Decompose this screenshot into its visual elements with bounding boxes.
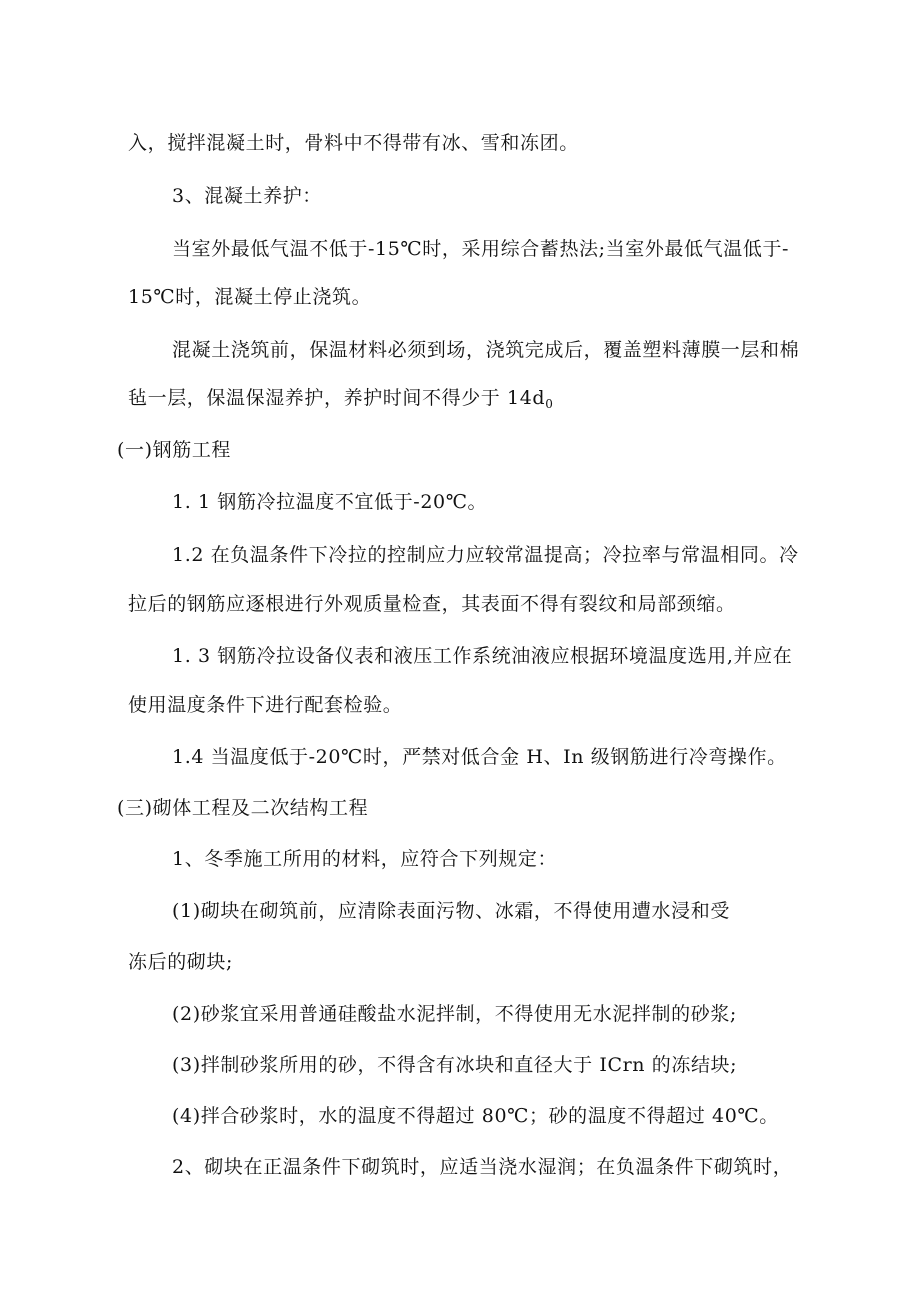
paragraph-line: 2、砌块在正温条件下砌筑时，应适当浇水湿润；在负温条件下砌筑时， [172,1156,793,1178]
subscript: 0 [545,397,554,411]
paragraph-line: 1.4 当温度低于-20℃时，严禁对低合金 H、In 级钢筋进行冷弯操作。 [172,746,787,768]
paragraph-line: 1. 1 钢筋冷拉温度不宜低于-20℃。 [172,491,488,513]
paragraph-line: 1.2 在负温条件下冷拉的控制应力应较常温提高；冷拉率与常温相同。冷 [172,544,799,566]
list-item: (1)砌块在砌筑前，应清除表面污物、冰霜，不得使用遭水浸和受 [172,900,730,922]
list-item: (4)拌合砂浆时，水的温度不得超过 80℃；砂的温度不得超过 40℃。 [172,1105,779,1127]
paragraph-text: 毡一层，保温保湿养护，养护时间不得少于 14d [128,387,546,409]
list-item: 冻后的砌块; [128,951,234,973]
paragraph-line [128,385,553,411]
paragraph-line: 15℃时，混凝土停止浇筑。 [128,286,372,308]
section-heading: (三)砌体工程及二次结构工程 [117,797,369,819]
paragraph-line: 入，搅拌混凝土时，骨料中不得带有冰、雪和冻团。 [128,132,579,154]
paragraph-line: 1、冬季施工所用的材料，应符合下列规定： [172,848,558,870]
paragraph-line: 使用温度条件下进行配套检验。 [128,694,403,716]
paragraph-line: 1. 3 钢筋冷拉设备仪表和液压工作系统油液应根据环境温度选用,并应在 [172,645,793,667]
list-item: (3)拌制砂浆所用的砂，不得含有冰块和直径大于 ICrn 的冻结块; [172,1054,738,1076]
section-heading: (一)钢筋工程 [117,439,232,461]
list-item: (2)砂浆宜采用普通硅酸盐水泥拌制，不得使用无水泥拌制的砂浆; [172,1003,737,1025]
paragraph-line: 当室外最低气温不低于-15℃时，采用综合蓄热法;当室外最低气温低于- [172,238,790,260]
paragraph-line: 混凝土浇筑前，保温材料必须到场，浇筑完成后，覆盖塑料薄膜一层和棉 [172,339,800,361]
paragraph-line: 拉后的钢筋应逐根进行外观质量检查，其表面不得有裂纹和局部颈缩。 [128,593,736,615]
section-heading: 3、混凝土养护： [172,185,322,207]
